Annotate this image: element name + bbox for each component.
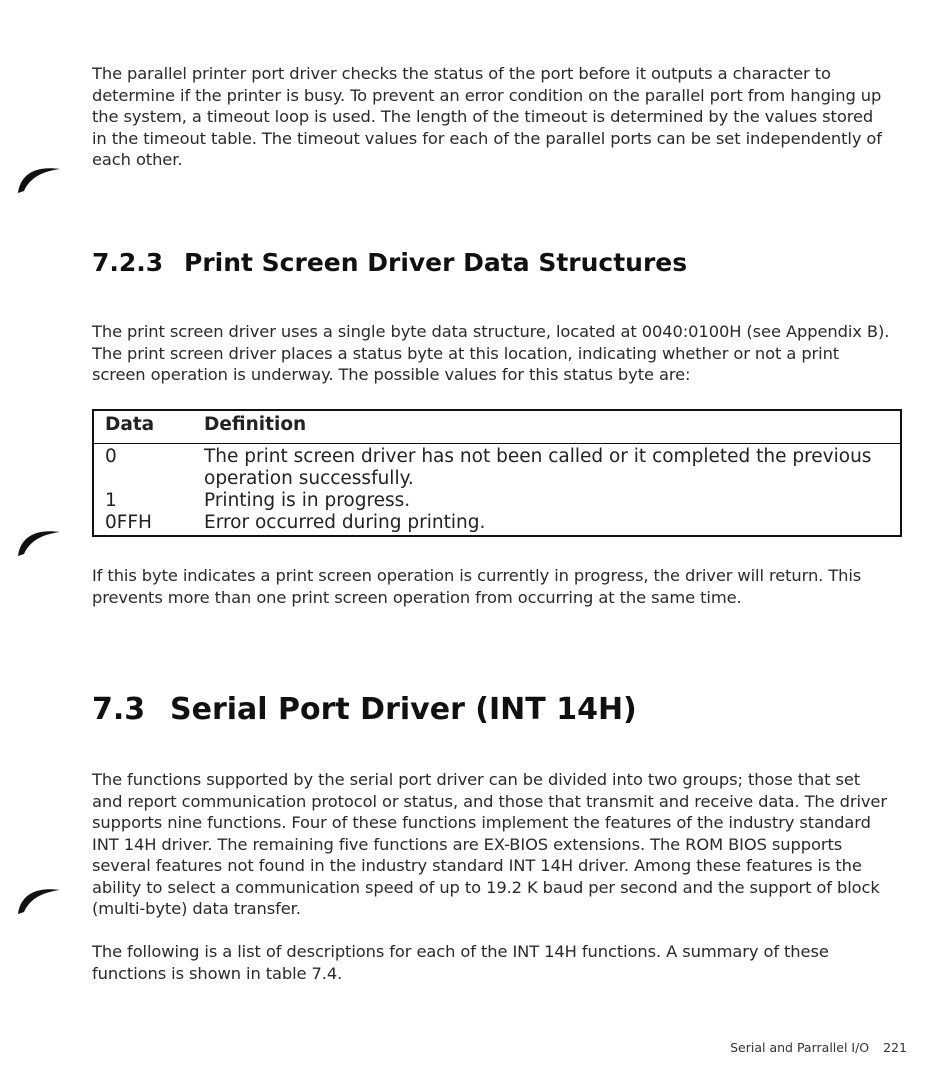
footer-chapter: Serial and Parrallel I/O [730, 1040, 870, 1055]
paragraph-print-screen-progress: If this byte indicates a print screen operation is currently in progress, the driver will return. This prevents more than one print screen operation from occurring at the same time. [92, 566, 862, 607]
status-byte-table [92, 409, 902, 537]
paragraph-parallel-timeout: The parallel printer port driver checks the status of the port before it outputs a character to determine if the printer is busy. To prevent an error condition on the parallel port from hanging up the system, a timeout loop is used. The length of the timeout is determined by the values stored in the timeout table. The timeout values for each of the parallel ports can be set independently of each other. [92, 64, 882, 169]
margin-mark [14, 157, 62, 197]
cell-data: 1 [105, 490, 117, 511]
margin-mark [14, 878, 62, 918]
page-footer [730, 1040, 907, 1055]
cell-data: 0 [105, 446, 117, 467]
paragraph-print-screen-structure: The print screen driver uses a single byte data structure, located at 0040:0100H (see Appendix B). The print screen driver places a status byte at this location, indicating whether or not a print screen operation is underway. The possible values for this status byte are: [92, 322, 890, 384]
cell-data: 0FFH [105, 512, 152, 533]
table-header [94, 411, 900, 444]
paragraph-serial-functions: The functions supported by the serial port driver can be divided into two groups; those that set and report communication protocol or status, and those that transmit and receive data. The driver supports nine functions. Four of these functions implement the features of the industry standard INT 14H driver. The remaining five functions are EX-BIOS extensions. The ROM BIOS supports several features not found in the industry standard INT 14H driver. Among these features is the ability to select a communication speed of up to 19.2 K baud per second and the support of block (multi-byte) data transfer. [92, 770, 887, 918]
paragraph-function-list: The following is a list of descriptions for each of the INT 14H functions. A summary of these functions is shown in table 7.4. [92, 942, 829, 983]
header-data: Data [105, 414, 155, 435]
section-heading-7-3 [92, 692, 637, 727]
page-number: 221 [883, 1040, 907, 1055]
cell-definition: Error occurred during printing. [204, 512, 486, 533]
header-definition: Definition [204, 414, 307, 435]
section-heading-7-2-3 [92, 248, 687, 277]
section-number: 7.2.3 [92, 248, 164, 277]
margin-mark [14, 520, 62, 560]
section-title: Serial Port Driver (INT 14H) [170, 692, 637, 727]
cell-definition: Printing is in progress. [204, 490, 411, 511]
section-title: Print Screen Driver Data Structures [184, 248, 688, 277]
section-number: 7.3 [92, 692, 146, 727]
cell-definition: The print screen driver has not been called or it completed the previous operation successfully. [204, 446, 872, 489]
